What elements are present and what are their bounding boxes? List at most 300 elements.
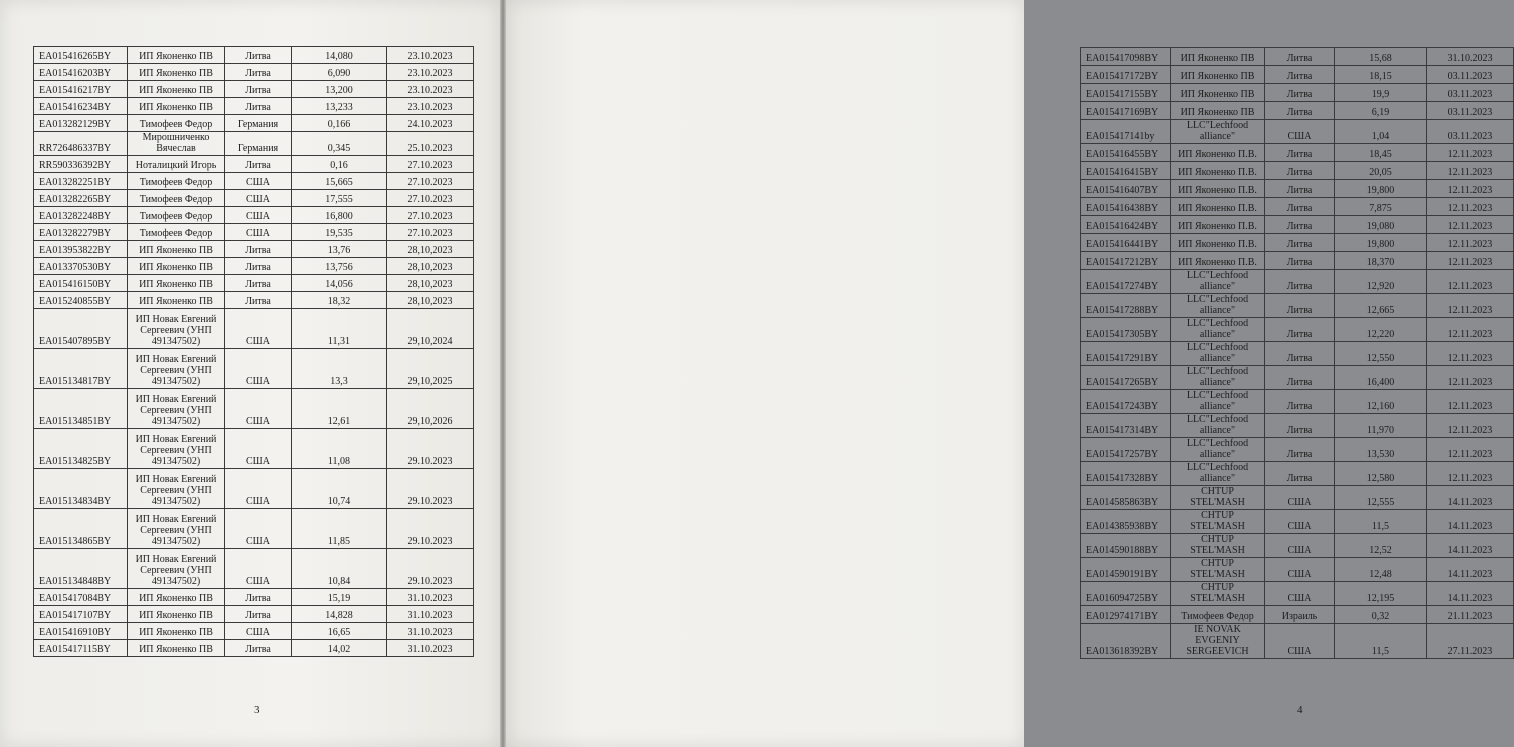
tracking-number-cell: EA015240855BY bbox=[34, 292, 128, 309]
date-cell: 27.10.2023 bbox=[387, 173, 474, 190]
recipient-name-cell: ИП Яконенко ПВ bbox=[128, 47, 225, 64]
country-cell: Литва bbox=[1265, 66, 1335, 84]
recipient-name-cell: CHTUP STEL'MASH bbox=[1171, 510, 1265, 534]
table-row bbox=[34, 207, 474, 224]
date-cell: 24.10.2023 bbox=[387, 115, 474, 132]
recipient-name-cell: ИП Яконенко ПВ bbox=[1171, 84, 1265, 102]
recipient-name-cell: LLC"Lechfood alliance" bbox=[1171, 462, 1265, 486]
recipient-name-cell: ИП Яконенко ПВ bbox=[128, 241, 225, 258]
country-cell: США bbox=[1265, 534, 1335, 558]
recipient-name-cell: Тимофеев Федор bbox=[128, 115, 225, 132]
table-row bbox=[34, 190, 474, 207]
table-row bbox=[34, 606, 474, 623]
weight-cell: 12,580 bbox=[1335, 462, 1427, 486]
tracking-number-cell: EA015416217BY bbox=[34, 81, 128, 98]
date-cell: 28,10,2023 bbox=[387, 292, 474, 309]
country-cell: Литва bbox=[225, 156, 292, 173]
recipient-name-cell: ИП Яконенко П.В. bbox=[1171, 234, 1265, 252]
country-cell: США bbox=[225, 190, 292, 207]
recipient-name-cell: ИП Яконенко ПВ bbox=[128, 623, 225, 640]
recipient-name-cell: IE NOVAK EVGENIY SERGEEVICH bbox=[1171, 624, 1265, 659]
weight-cell: 12,665 bbox=[1335, 294, 1427, 318]
weight-cell: 19,080 bbox=[1335, 216, 1427, 234]
country-cell: США bbox=[225, 207, 292, 224]
recipient-name-cell: Тимофеев Федор bbox=[128, 190, 225, 207]
table-row bbox=[34, 98, 474, 115]
table-row bbox=[34, 132, 474, 156]
tracking-number-cell: EA013282129BY bbox=[34, 115, 128, 132]
weight-cell: 7,875 bbox=[1335, 198, 1427, 216]
country-cell: Литва bbox=[225, 589, 292, 606]
tracking-number-cell: EA015134817BY bbox=[34, 349, 128, 389]
date-cell: 28,10,2023 bbox=[387, 258, 474, 275]
recipient-name-cell: ИП Яконенко ПВ bbox=[1171, 66, 1265, 84]
tracking-number-cell: EA015417172BY bbox=[1081, 66, 1171, 84]
recipient-name-cell: ИП Яконенко ПВ bbox=[128, 81, 225, 98]
country-cell: США bbox=[1265, 510, 1335, 534]
table-row bbox=[1081, 624, 1514, 659]
recipient-name-cell: LLC"Lechfood alliance" bbox=[1171, 342, 1265, 366]
weight-cell: 10,84 bbox=[292, 549, 387, 589]
recipient-name-cell: ИП Яконенко П.В. bbox=[1171, 216, 1265, 234]
date-cell: 23.10.2023 bbox=[387, 98, 474, 115]
table-row bbox=[1081, 462, 1514, 486]
recipient-name-cell: ИП Яконенко ПВ bbox=[1171, 48, 1265, 66]
recipient-name-cell: ИП Яконенко ПВ bbox=[128, 292, 225, 309]
country-cell: США bbox=[1265, 624, 1335, 659]
table-row bbox=[1081, 438, 1514, 462]
table-row bbox=[1081, 216, 1514, 234]
tracking-number-cell: EA015416910BY bbox=[34, 623, 128, 640]
country-cell: Литва bbox=[225, 64, 292, 81]
page-number: 3 bbox=[254, 704, 260, 716]
date-cell: 23.10.2023 bbox=[387, 81, 474, 98]
country-cell: США bbox=[225, 389, 292, 429]
recipient-name-cell: CHTUP STEL'MASH bbox=[1171, 558, 1265, 582]
recipient-name-cell: ИП Яконенко П.В. bbox=[1171, 180, 1265, 198]
weight-cell: 0,345 bbox=[292, 132, 387, 156]
right-page bbox=[506, 0, 1493, 747]
shipments-table-right bbox=[1080, 47, 1514, 659]
country-cell: Литва bbox=[1265, 342, 1335, 366]
country-cell: США bbox=[225, 309, 292, 349]
date-cell: 12.11.2023 bbox=[1427, 270, 1514, 294]
recipient-name-cell: ИП Новак Евгений Сергеевич (УНП 491347502) bbox=[128, 349, 225, 389]
date-cell: 27.11.2023 bbox=[1427, 624, 1514, 659]
weight-cell: 12,550 bbox=[1335, 342, 1427, 366]
recipient-name-cell: CHTUP STEL'MASH bbox=[1171, 582, 1265, 606]
country-cell: Литва bbox=[1265, 270, 1335, 294]
weight-cell: 1,04 bbox=[1335, 120, 1427, 144]
date-cell: 12.11.2023 bbox=[1427, 162, 1514, 180]
weight-cell: 13,756 bbox=[292, 258, 387, 275]
shipments-table-left bbox=[33, 46, 474, 657]
recipient-name-cell: ИП Новак Евгений Сергеевич (УНП 491347502) bbox=[128, 549, 225, 589]
date-cell: 14.11.2023 bbox=[1427, 534, 1514, 558]
tracking-number-cell: EA015417257BY bbox=[1081, 438, 1171, 462]
date-cell: 29.10.2023 bbox=[387, 429, 474, 469]
country-cell: Литва bbox=[1265, 84, 1335, 102]
weight-cell: 14,02 bbox=[292, 640, 387, 657]
country-cell: США bbox=[1265, 558, 1335, 582]
country-cell: США bbox=[225, 509, 292, 549]
tracking-number-cell: EA015416203BY bbox=[34, 64, 128, 81]
tracking-number-cell: EA014590191BY bbox=[1081, 558, 1171, 582]
recipient-name-cell: ИП Яконенко ПВ bbox=[128, 275, 225, 292]
weight-cell: 19,800 bbox=[1335, 180, 1427, 198]
recipient-name-cell: ИП Яконенко ПВ bbox=[128, 606, 225, 623]
table-row bbox=[34, 64, 474, 81]
tracking-number-cell: EA015417291BY bbox=[1081, 342, 1171, 366]
country-cell: Литва bbox=[1265, 438, 1335, 462]
tracking-number-cell: EA015416150BY bbox=[34, 275, 128, 292]
country-cell: Литва bbox=[1265, 252, 1335, 270]
weight-cell: 16,65 bbox=[292, 623, 387, 640]
country-cell: США bbox=[225, 173, 292, 190]
country-cell: Литва bbox=[1265, 318, 1335, 342]
country-cell: Литва bbox=[1265, 462, 1335, 486]
weight-cell: 6,090 bbox=[292, 64, 387, 81]
weight-cell: 16,800 bbox=[292, 207, 387, 224]
date-cell: 12.11.2023 bbox=[1427, 318, 1514, 342]
weight-cell: 18,45 bbox=[1335, 144, 1427, 162]
country-cell: Литва bbox=[1265, 180, 1335, 198]
country-cell: США bbox=[225, 623, 292, 640]
country-cell: Литва bbox=[1265, 162, 1335, 180]
country-cell: Литва bbox=[225, 275, 292, 292]
weight-cell: 20,05 bbox=[1335, 162, 1427, 180]
date-cell: 28,10,2023 bbox=[387, 241, 474, 258]
tracking-number-cell: EA015416415BY bbox=[1081, 162, 1171, 180]
date-cell: 31.10.2023 bbox=[387, 640, 474, 657]
country-cell: Германия bbox=[225, 115, 292, 132]
country-cell: Литва bbox=[1265, 48, 1335, 66]
country-cell: Литва bbox=[1265, 234, 1335, 252]
table-row bbox=[1081, 510, 1514, 534]
recipient-name-cell: ИП Яконенко П.В. bbox=[1171, 252, 1265, 270]
date-cell: 31.10.2023 bbox=[1427, 48, 1514, 66]
date-cell: 23.10.2023 bbox=[387, 47, 474, 64]
table-row bbox=[1081, 84, 1514, 102]
table-row bbox=[1081, 198, 1514, 216]
table-row bbox=[1081, 342, 1514, 366]
table-row bbox=[34, 275, 474, 292]
country-cell: Литва bbox=[1265, 294, 1335, 318]
tracking-number-cell: EA015417274BY bbox=[1081, 270, 1171, 294]
table-row bbox=[1081, 252, 1514, 270]
recipient-name-cell: ИП Яконенко П.В. bbox=[1171, 144, 1265, 162]
table-row bbox=[1081, 558, 1514, 582]
tracking-number-cell: EA015417141by bbox=[1081, 120, 1171, 144]
tracking-number-cell: EA015134834BY bbox=[34, 469, 128, 509]
tracking-number-cell: RR726486337BY bbox=[34, 132, 128, 156]
tracking-number-cell: EA013953822BY bbox=[34, 241, 128, 258]
country-cell: Германия bbox=[225, 132, 292, 156]
recipient-name-cell: ИП Яконенко ПВ bbox=[1171, 102, 1265, 120]
page-number: 4 bbox=[1297, 704, 1303, 716]
weight-cell: 13,200 bbox=[292, 81, 387, 98]
table-row bbox=[34, 589, 474, 606]
tracking-number-cell: EA012974171BY bbox=[1081, 606, 1171, 624]
tracking-number-cell: EA014590188BY bbox=[1081, 534, 1171, 558]
table-row bbox=[34, 241, 474, 258]
recipient-name-cell: Тимофеев Федор bbox=[1171, 606, 1265, 624]
table-row bbox=[34, 224, 474, 241]
tracking-number-cell: EA015416407BY bbox=[1081, 180, 1171, 198]
weight-cell: 13,3 bbox=[292, 349, 387, 389]
country-cell: Литва bbox=[225, 258, 292, 275]
country-cell: Литва bbox=[1265, 102, 1335, 120]
recipient-name-cell: Тимофеев Федор bbox=[128, 173, 225, 190]
recipient-name-cell: ИП Новак Евгений Сергеевич (УНП 491347502) bbox=[128, 509, 225, 549]
table-row bbox=[1081, 390, 1514, 414]
tracking-number-cell: EA015407895BY bbox=[34, 309, 128, 349]
weight-cell: 12,52 bbox=[1335, 534, 1427, 558]
date-cell: 29,10,2026 bbox=[387, 389, 474, 429]
date-cell: 12.11.2023 bbox=[1427, 342, 1514, 366]
weight-cell: 15,68 bbox=[1335, 48, 1427, 66]
recipient-name-cell: LLC"Lechfood alliance" bbox=[1171, 270, 1265, 294]
tracking-number-cell: EA015417098BY bbox=[1081, 48, 1171, 66]
tracking-number-cell: EA015417155BY bbox=[1081, 84, 1171, 102]
table-row bbox=[34, 309, 474, 349]
tracking-number-cell: EA015417243BY bbox=[1081, 390, 1171, 414]
table-row bbox=[1081, 234, 1514, 252]
date-cell: 29,10,2025 bbox=[387, 349, 474, 389]
tracking-number-cell: EA016094725BY bbox=[1081, 582, 1171, 606]
country-cell: Литва bbox=[225, 241, 292, 258]
weight-cell: 14,056 bbox=[292, 275, 387, 292]
weight-cell: 12,160 bbox=[1335, 390, 1427, 414]
country-cell: Литва bbox=[1265, 390, 1335, 414]
weight-cell: 19,800 bbox=[1335, 234, 1427, 252]
country-cell: США bbox=[225, 349, 292, 389]
table-row bbox=[1081, 294, 1514, 318]
tracking-number-cell: EA014385938BY bbox=[1081, 510, 1171, 534]
table-row bbox=[1081, 102, 1514, 120]
table-row bbox=[1081, 582, 1514, 606]
weight-cell: 11,970 bbox=[1335, 414, 1427, 438]
tracking-number-cell: EA013370530BY bbox=[34, 258, 128, 275]
table-row bbox=[34, 47, 474, 64]
date-cell: 27.10.2023 bbox=[387, 207, 474, 224]
date-cell: 31.10.2023 bbox=[387, 606, 474, 623]
table-row bbox=[34, 156, 474, 173]
tracking-number-cell: EA015417084BY bbox=[34, 589, 128, 606]
date-cell: 14.11.2023 bbox=[1427, 510, 1514, 534]
recipient-name-cell: Мирошниченко Вячеслав bbox=[128, 132, 225, 156]
tracking-number-cell: EA013618392BY bbox=[1081, 624, 1171, 659]
tracking-number-cell: EA015417212BY bbox=[1081, 252, 1171, 270]
date-cell: 29.10.2023 bbox=[387, 509, 474, 549]
tracking-number-cell: EA015416265BY bbox=[34, 47, 128, 64]
recipient-name-cell: CHTUP STEL'MASH bbox=[1171, 534, 1265, 558]
country-cell: Литва bbox=[225, 640, 292, 657]
recipient-name-cell: LLC"Lechfood alliance" bbox=[1171, 438, 1265, 462]
date-cell: 29.10.2023 bbox=[387, 469, 474, 509]
table-row bbox=[34, 115, 474, 132]
left-page bbox=[0, 0, 500, 747]
table-row bbox=[1081, 606, 1514, 624]
table-row bbox=[1081, 486, 1514, 510]
table-row bbox=[1081, 144, 1514, 162]
weight-cell: 11,08 bbox=[292, 429, 387, 469]
weight-cell: 13,530 bbox=[1335, 438, 1427, 462]
country-cell: Литва bbox=[1265, 414, 1335, 438]
country-cell: Литва bbox=[225, 81, 292, 98]
date-cell: 31.10.2023 bbox=[387, 623, 474, 640]
weight-cell: 12,48 bbox=[1335, 558, 1427, 582]
table-row bbox=[34, 258, 474, 275]
weight-cell: 18,370 bbox=[1335, 252, 1427, 270]
recipient-name-cell: LLC"Lechfood alliance" bbox=[1171, 294, 1265, 318]
tracking-number-cell: RR590336392BY bbox=[34, 156, 128, 173]
recipient-name-cell: ИП Новак Евгений Сергеевич (УНП 491347502) bbox=[128, 469, 225, 509]
weight-cell: 0,32 bbox=[1335, 606, 1427, 624]
recipient-name-cell: ИП Новак Евгений Сергеевич (УНП 491347502) bbox=[128, 429, 225, 469]
date-cell: 12.11.2023 bbox=[1427, 366, 1514, 390]
table-row bbox=[34, 429, 474, 469]
weight-cell: 14,080 bbox=[292, 47, 387, 64]
weight-cell: 17,555 bbox=[292, 190, 387, 207]
date-cell: 12.11.2023 bbox=[1427, 414, 1514, 438]
recipient-name-cell: LLC"Lechfood alliance" bbox=[1171, 390, 1265, 414]
country-cell: Литва bbox=[225, 98, 292, 115]
tracking-number-cell: EA015417328BY bbox=[1081, 462, 1171, 486]
recipient-name-cell: Ноталицкий Игорь bbox=[128, 156, 225, 173]
table-row bbox=[1081, 414, 1514, 438]
recipient-name-cell: LLC"Lechfood alliance" bbox=[1171, 120, 1265, 144]
table-row bbox=[1081, 66, 1514, 84]
table-row bbox=[34, 549, 474, 589]
tracking-number-cell: EA015417115BY bbox=[34, 640, 128, 657]
weight-cell: 18,15 bbox=[1335, 66, 1427, 84]
recipient-name-cell: ИП Новак Евгений Сергеевич (УНП 491347502) bbox=[128, 389, 225, 429]
country-cell: США bbox=[225, 429, 292, 469]
date-cell: 29.10.2023 bbox=[387, 549, 474, 589]
tracking-number-cell: EA015416424BY bbox=[1081, 216, 1171, 234]
recipient-name-cell: ИП Яконенко ПВ bbox=[128, 640, 225, 657]
country-cell: США bbox=[225, 224, 292, 241]
date-cell: 23.10.2023 bbox=[387, 64, 474, 81]
weight-cell: 11,5 bbox=[1335, 624, 1427, 659]
tracking-number-cell: EA015417107BY bbox=[34, 606, 128, 623]
recipient-name-cell: ИП Яконенко П.В. bbox=[1171, 198, 1265, 216]
weight-cell: 10,74 bbox=[292, 469, 387, 509]
date-cell: 14.11.2023 bbox=[1427, 558, 1514, 582]
table-row bbox=[34, 349, 474, 389]
country-cell: Литва bbox=[225, 606, 292, 623]
tracking-number-cell: EA015417288BY bbox=[1081, 294, 1171, 318]
date-cell: 12.11.2023 bbox=[1427, 198, 1514, 216]
tracking-number-cell: EA015134825BY bbox=[34, 429, 128, 469]
country-cell: США bbox=[225, 469, 292, 509]
table-row bbox=[1081, 366, 1514, 390]
tracking-number-cell: EA015416438BY bbox=[1081, 198, 1171, 216]
date-cell: 12.11.2023 bbox=[1427, 390, 1514, 414]
recipient-name-cell: LLC"Lechfood alliance" bbox=[1171, 414, 1265, 438]
table-row bbox=[34, 469, 474, 509]
date-cell: 27.10.2023 bbox=[387, 190, 474, 207]
date-cell: 12.11.2023 bbox=[1427, 438, 1514, 462]
date-cell: 12.11.2023 bbox=[1427, 294, 1514, 318]
tracking-number-cell: EA015417305BY bbox=[1081, 318, 1171, 342]
date-cell: 14.11.2023 bbox=[1427, 582, 1514, 606]
tracking-number-cell: EA015416455BY bbox=[1081, 144, 1171, 162]
tracking-number-cell: EA015134865BY bbox=[34, 509, 128, 549]
tracking-number-cell: EA013282251BY bbox=[34, 173, 128, 190]
weight-cell: 12,220 bbox=[1335, 318, 1427, 342]
country-cell: США bbox=[1265, 582, 1335, 606]
recipient-name-cell: ИП Новак Евгений Сергеевич (УНП 491347502) bbox=[128, 309, 225, 349]
country-cell: Литва bbox=[225, 292, 292, 309]
recipient-name-cell: LLC"Lechfood alliance" bbox=[1171, 318, 1265, 342]
country-cell: Литва bbox=[225, 47, 292, 64]
weight-cell: 19,9 bbox=[1335, 84, 1427, 102]
table-row bbox=[34, 509, 474, 549]
tracking-number-cell: EA013282265BY bbox=[34, 190, 128, 207]
date-cell: 12.11.2023 bbox=[1427, 144, 1514, 162]
weight-cell: 6,19 bbox=[1335, 102, 1427, 120]
tracking-number-cell: EA015416234BY bbox=[34, 98, 128, 115]
table-row bbox=[34, 173, 474, 190]
date-cell: 03.11.2023 bbox=[1427, 120, 1514, 144]
table-row bbox=[34, 81, 474, 98]
table-row bbox=[1081, 318, 1514, 342]
weight-cell: 12,920 bbox=[1335, 270, 1427, 294]
recipient-name-cell: Тимофеев Федор bbox=[128, 224, 225, 241]
table-row bbox=[1081, 270, 1514, 294]
recipient-name-cell: CHTUP STEL'MASH bbox=[1171, 486, 1265, 510]
recipient-name-cell: ИП Яконенко ПВ bbox=[128, 589, 225, 606]
recipient-name-cell: ИП Яконенко ПВ bbox=[128, 64, 225, 81]
country-cell: США bbox=[1265, 120, 1335, 144]
date-cell: 12.11.2023 bbox=[1427, 462, 1514, 486]
weight-cell: 12,61 bbox=[292, 389, 387, 429]
date-cell: 12.11.2023 bbox=[1427, 216, 1514, 234]
weight-cell: 0,16 bbox=[292, 156, 387, 173]
table-row bbox=[1081, 48, 1514, 66]
country-cell: США bbox=[1265, 486, 1335, 510]
tracking-number-cell: EA015417314BY bbox=[1081, 414, 1171, 438]
recipient-name-cell: LLC"Lechfood alliance" bbox=[1171, 366, 1265, 390]
table-row bbox=[1081, 534, 1514, 558]
country-cell: Израиль bbox=[1265, 606, 1335, 624]
date-cell: 28,10,2023 bbox=[387, 275, 474, 292]
tracking-number-cell: EA015134851BY bbox=[34, 389, 128, 429]
date-cell: 25.10.2023 bbox=[387, 132, 474, 156]
weight-cell: 12,555 bbox=[1335, 486, 1427, 510]
date-cell: 03.11.2023 bbox=[1427, 102, 1514, 120]
recipient-name-cell: ИП Яконенко ПВ bbox=[128, 98, 225, 115]
date-cell: 03.11.2023 bbox=[1427, 84, 1514, 102]
weight-cell: 13,76 bbox=[292, 241, 387, 258]
tracking-number-cell: EA014585863BY bbox=[1081, 486, 1171, 510]
tracking-number-cell: EA015416441BY bbox=[1081, 234, 1171, 252]
date-cell: 21.11.2023 bbox=[1427, 606, 1514, 624]
weight-cell: 0,166 bbox=[292, 115, 387, 132]
tracking-number-cell: EA015417265BY bbox=[1081, 366, 1171, 390]
tracking-number-cell: EA013282248BY bbox=[34, 207, 128, 224]
tracking-number-cell: EA015134848BY bbox=[34, 549, 128, 589]
weight-cell: 13,233 bbox=[292, 98, 387, 115]
recipient-name-cell: ИП Яконенко П.В. bbox=[1171, 162, 1265, 180]
tracking-number-cell: EA015417169BY bbox=[1081, 102, 1171, 120]
date-cell: 27.10.2023 bbox=[387, 156, 474, 173]
weight-cell: 18,32 bbox=[292, 292, 387, 309]
weight-cell: 11,5 bbox=[1335, 510, 1427, 534]
country-cell: Литва bbox=[1265, 216, 1335, 234]
